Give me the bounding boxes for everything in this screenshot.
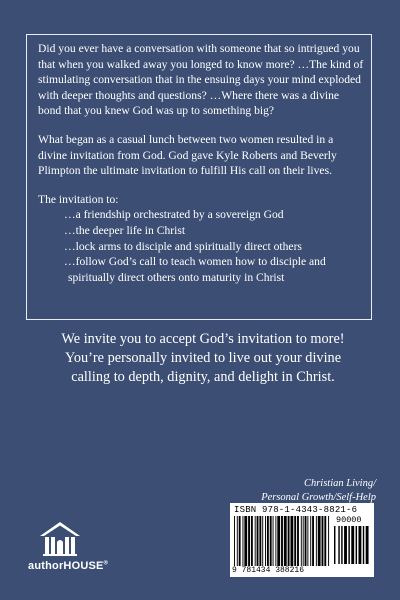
barcode-bar	[303, 516, 304, 566]
barcode-bar	[301, 516, 302, 566]
story-paragraph: What began as a casual lunch between two women resulted in a divine invitation from God. God gave Kyle Roberts and Beverly Plimpton the ultimate invitation to fulfill His call on their lives.	[38, 132, 337, 178]
barcode-bar	[348, 526, 349, 564]
barcode-bar	[316, 516, 317, 566]
category-line-1: Christian Living/	[303, 478, 376, 489]
addon-price: 90000	[336, 515, 362, 525]
barcode-bar	[344, 526, 347, 564]
barcode-bar	[265, 516, 266, 566]
barcode-bar	[237, 516, 238, 566]
barcode-bar	[273, 516, 274, 566]
barcode-bar	[318, 516, 321, 566]
barcode-bar	[312, 516, 314, 566]
barcode-bar	[334, 526, 335, 564]
invitation-item: …follow God’s call to teach women how to disciple and spiritually direct others onto maturity in Christ	[64, 255, 326, 284]
category-line-2: Personal Growth/Self-Help	[261, 492, 376, 503]
barcode-bar	[328, 516, 329, 566]
barcode-bar	[281, 516, 283, 566]
barcode-bar	[288, 516, 290, 566]
invitation-item: …the deeper life in Christ	[64, 223, 186, 237]
house-logo-icon	[38, 520, 82, 558]
barcode-bar	[322, 516, 324, 566]
barcode-bar	[358, 526, 361, 564]
invitation-item: …lock arms to disciple and spiritually direct others	[64, 239, 302, 253]
barcode-bar	[251, 516, 253, 566]
barcode-bar	[248, 516, 250, 566]
barcode-bar	[290, 516, 293, 566]
invitation-section	[38, 192, 364, 286]
barcode-bar	[341, 526, 342, 564]
barcode-bar	[307, 516, 308, 566]
isbn-label: ISBN 978-1-4343-8821-6	[234, 505, 358, 515]
barcode-bar	[244, 516, 247, 566]
publisher-name: authorHOUSE®	[28, 560, 109, 572]
invitation-list	[38, 207, 364, 285]
invitation-item: …a friendship orchestrated by a sovereign God	[64, 208, 284, 222]
barcode-bar	[294, 516, 296, 566]
invitation-intro: The invitation to:	[38, 192, 119, 206]
tagline	[48, 330, 358, 387]
barcode-bar	[277, 516, 280, 566]
barcode-bar	[257, 516, 259, 566]
framed-text-block	[38, 41, 364, 285]
barcode-bar	[259, 516, 261, 566]
barcode-bar	[324, 516, 326, 566]
barcode-bar	[270, 516, 272, 566]
barcode-bar	[297, 516, 299, 566]
barcode-bar	[356, 526, 357, 564]
barcode-bar	[239, 516, 241, 566]
barcode-bar	[275, 516, 276, 566]
barcode-bar	[234, 516, 235, 566]
barcode-bar	[262, 516, 263, 566]
intro-paragraph: Did you ever have a conversation with someone that so intrigued you that when you walked away you longed to know more? …The kind of stimulating conversation that in the ensuing days your mind exploded with deeper thoughts and questions? …Where there was a divine bond that you knew God was up to something big?	[38, 42, 364, 118]
category-label	[216, 477, 376, 505]
publisher-logo	[28, 520, 148, 580]
barcode-bar	[338, 526, 339, 564]
tagline-line-2: You’re personally invited to live out your divine calling to depth, dignity, and delight in Christ.	[64, 350, 342, 385]
barcode-bar	[351, 526, 354, 564]
addon-barcode-bars	[334, 526, 370, 564]
barcode-bar	[255, 516, 256, 566]
barcode-bar	[305, 516, 307, 566]
barcode-bar	[363, 526, 364, 564]
tagline-line-1: We invite you to accept God’s invitation to more!	[61, 331, 345, 347]
barcode-bar	[284, 516, 287, 566]
barcode-bar	[242, 516, 243, 566]
barcode-bar	[310, 516, 311, 566]
barcode-bar	[267, 516, 269, 566]
barcode-bar	[366, 526, 369, 564]
barcode	[230, 503, 374, 577]
ean-barcode-bars	[234, 516, 330, 566]
ean-digits: 9 781434 388216	[232, 566, 305, 575]
